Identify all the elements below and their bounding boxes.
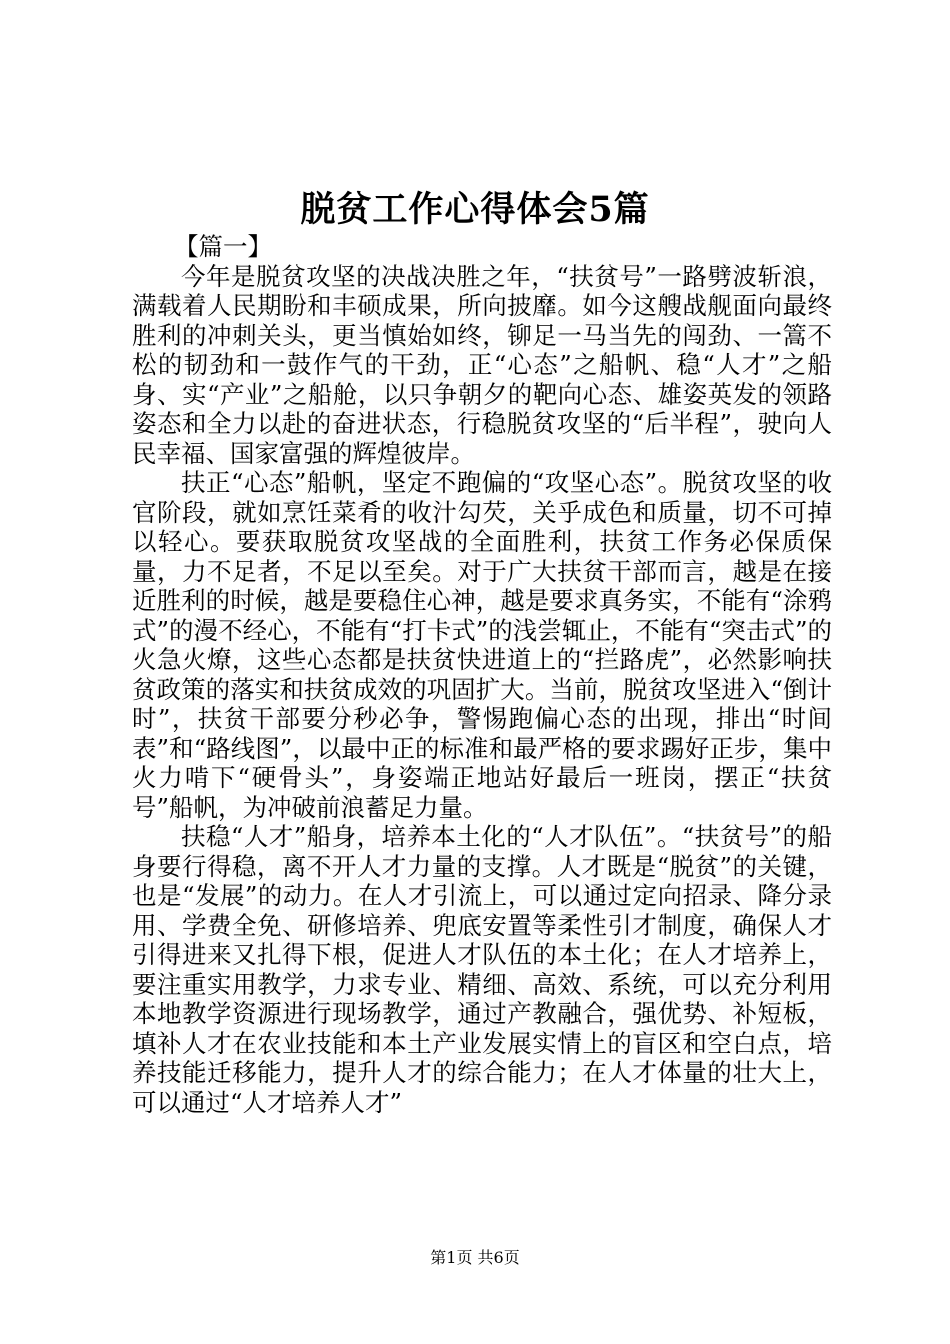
paragraph: 扶稳“人才”船身，培养本土化的“人才队伍”。“扶贫号”的船身要行得稳，离不开人才力量的支撑。人才既是“脱贫”的关键，也是“发展”的动力。在人才引流上，可以通过定向招录、降分录用、学费全免、研修培养、兜底安置等柔性引才制度，确保人才引得进来又扎得下根，促进人才队伍的本土化；在人才培养上，要注重实用教学，力求专业、精细、高效、系统，可以充分利用本地教学资源进行现场教学，通过产教融合，强优势、补短板，填补人才在农业技能和本土产业发展实情上的盲区和空白点，培养技能迁移能力，提升人才的综合能力；在人才体量的壮大上，可以通过“人才培养人才” <box>132 822 832 1117</box>
document-title: 脱贫工作心得体会5篇 <box>300 189 650 230</box>
paragraph: 今年是脱贫攻坚的决战决胜之年，“扶贫号”一路劈波斩浪，满载着人民期盼和丰硕成果，所向披靡。如今这艘战舰面向最终胜利的冲刺关头，更当慎始如终，铆足一马当先的闯劲、一篙不松的韧劲和一鼓作气的干劲，正“心态”之船帆、稳“人才”之船身、实“产业”之船舱，以只争朝夕的靶向心态、雄姿英发的领路姿态和全力以赴的奋进状态，行稳脱贫攻坚的“后半程”，驶向人民幸福、国家富强的辉煌彼岸。 <box>132 261 832 468</box>
section-label: 【篇一】 <box>174 232 272 261</box>
paragraph: 扶正“心态”船帆，坚定不跑偏的“攻坚心态”。脱贫攻坚的收官阶段，就如烹饪菜肴的收汁勾芡，关乎成色和质量，切不可掉以轻心。要获取脱贫攻坚战的全面胜利，扶贫工作务必保质保量，力不足者，不足以至矣。对于广大扶贫干部而言，越是在接近胜利的时候，越是要稳住心神，越是要求真务实，不能有“涂鸦式”的漫不经心，不能有“打卡式”的浅尝辄止，不能有“突击式”的火急火燎，这些心态都是扶贫快进道上的“拦路虎”，必然影响扶贫政策的落实和扶贫成效的巩固扩大。当前，脱贫攻坚进入“倒计时”，扶贫干部要分秒必争，警惕跑偏心态的出现，排出“时间表”和“路线图”，以最中正的标准和最严格的要求踢好正步，集中火力啃下“硬骨头”，身姿端正地站好最后一班岗，摆正“扶贫号”船帆，为冲破前浪蓄足力量。 <box>132 468 832 822</box>
document-body <box>132 232 832 1117</box>
page-footer: 第1页 共6页 <box>430 1248 520 1267</box>
